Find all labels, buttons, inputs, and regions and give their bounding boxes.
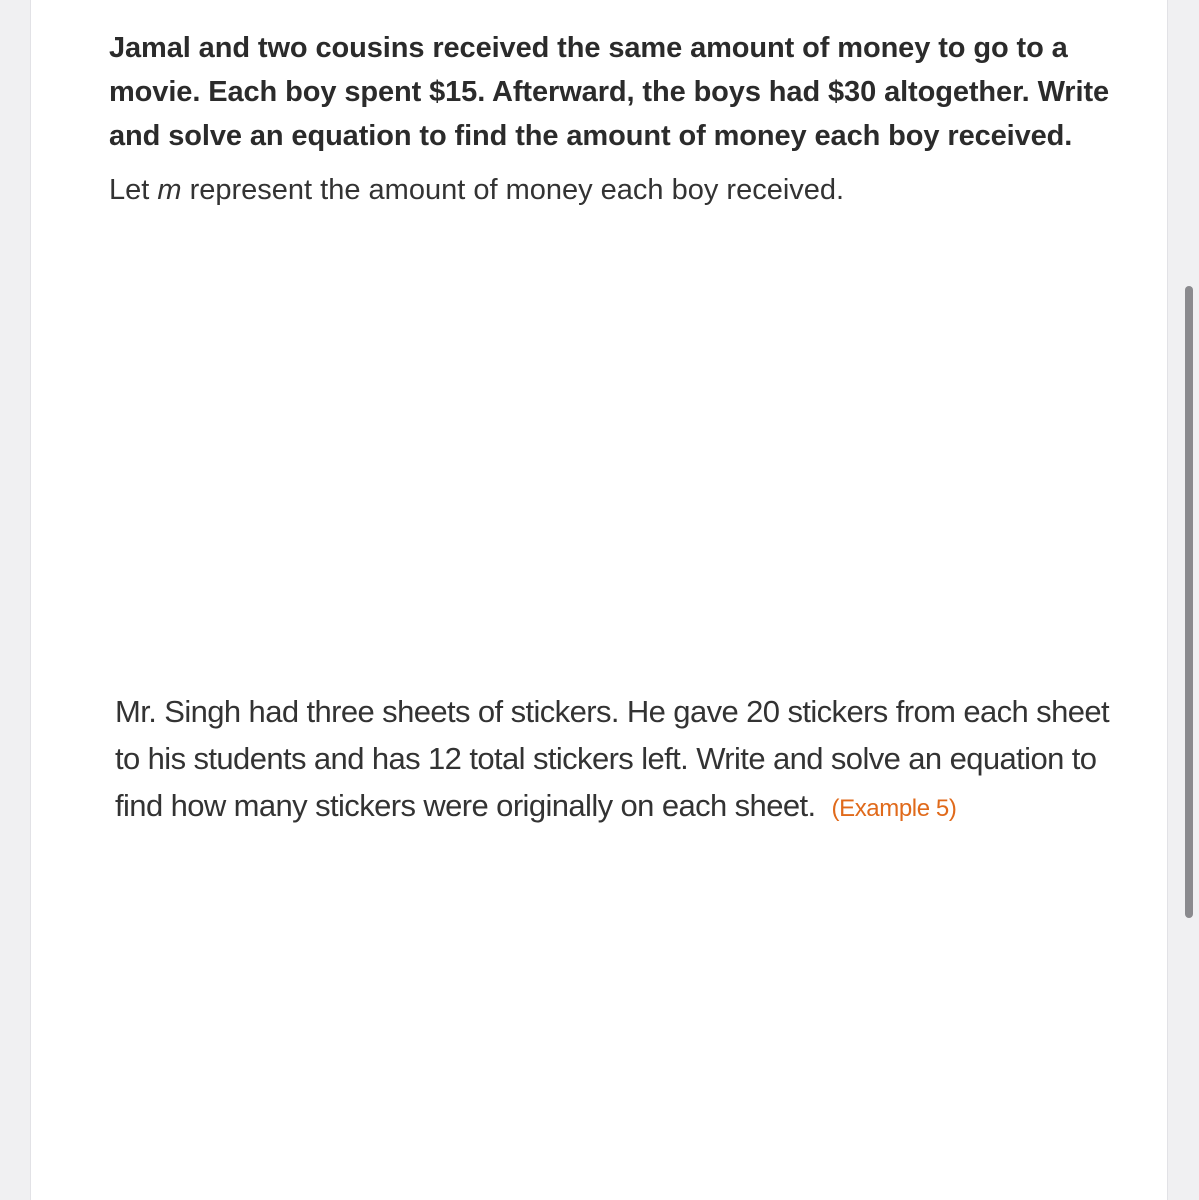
hint-prefix: Let bbox=[109, 174, 158, 206]
problem-1-text: Jamal and two cousins received the same amount of money to go to a movie. Each boy spent $15. Afterward, the boys had $30 altogether. Write and solve an equation to find the amount of money each boy received. bbox=[109, 32, 1110, 152]
problem-1 bbox=[109, 26, 1119, 212]
problem-2-body: Mr. Singh had three sheets of stickers. He gave 20 stickers from each sheet to his students and has 12 total stickers left. Write and solve an equation to find how many stickers were originally on each sheet. bbox=[115, 694, 1110, 823]
problem-1-hint bbox=[109, 168, 1119, 212]
worksheet-page bbox=[30, 0, 1168, 1200]
hint-variable: m bbox=[157, 174, 182, 206]
scrollbar-thumb[interactable] bbox=[1185, 286, 1193, 918]
problem-2 bbox=[115, 688, 1115, 832]
hint-suffix: represent the amount of money each boy received. bbox=[181, 174, 845, 206]
vertical-scrollbar[interactable] bbox=[1185, 286, 1193, 918]
problem-2-text bbox=[115, 688, 1115, 832]
example-reference-link[interactable]: (Example 5) bbox=[831, 795, 957, 822]
